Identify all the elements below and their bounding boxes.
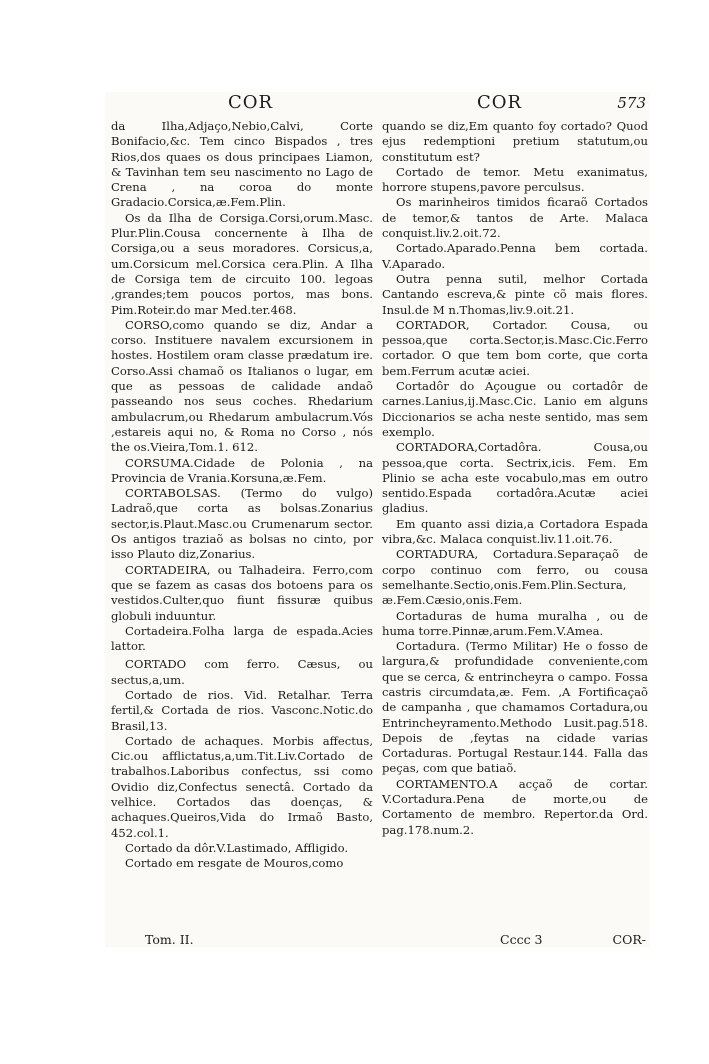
signature-mark: Cccc 3	[500, 932, 543, 947]
entry-paragraph: CORTADURA, Cortadura.Separaçaõ de corpo continuo com ferro, ou cousa semelhante.Sectio,onis.Fem.Plin.Sectura, æ.Fem.Cæsio,onis.Fem.	[382, 547, 648, 608]
entry-paragraph: Cortadôr do Açougue ou cortadôr de carnes.Lanius,ij.Masc.Cic. Lanio em alguns Diccionarios se acha neste sentido, mas sem exemplo.	[382, 379, 648, 439]
entry-paragraph: Cortado.Aparado.Penna bem cortada. V.Aparado.	[382, 241, 648, 271]
entry-paragraph: Cortadura. (Termo Militar) He o fosso de largura,& profundidade conveniente,com que se cerca, & entrincheyra o campo. Fossa castris circumdata,æ. Fem. ,A Fortificaçaõ de campanha , que chamamos Cortadura,ou Entrincheyramento.Methodo Lusit.pag.518. Depois de ,feytas na cidade varias Cortaduras. Portugal Restaur.144. Falla das peças, com que batiaõ.	[382, 639, 648, 776]
page-footer	[105, 929, 650, 947]
entry-paragraph: Cortaduras de huma muralha , ou de huma torre.Pinnæ,arum.Fem.V.Amea.	[382, 608, 648, 638]
right-running-headword: COR	[477, 92, 523, 113]
entry-paragraph: Cortado de achaques. Morbis affectus, Cic.ou afflictatus,a,um.Tit.Liv.Cortado de trabalhos.Laboribus confectus, ssi como Ovidio diz,Confectus senectâ. Cortado da velhice. Cortados das doenças, & achaques.Queiros,Vida do Irmaõ Basto, 452.col.1.	[111, 733, 373, 840]
entry-paragraph: CORTADEIRA, ou Talhadeira. Ferro,com que se fazem as casas dos botoens para os vestidos.Culter,quo fiunt fissuræ quibus globuli induuntur.	[111, 562, 373, 623]
right-column	[382, 119, 648, 838]
left-running-headword: COR	[228, 92, 274, 113]
volume-label: Tom. II.	[145, 932, 194, 947]
entry-paragraph: Os da Ilha de Corsiga.Corsi,orum.Masc. Plur.Plin.Cousa concernente à Ilha de Corsiga,ou a seus moradores. Corsicus,a, um.Corsicum mel.Corsica cera.Plin. A Ilha de Corsiga tem de circuito 100. legoas ,grandes;tem poucos portos, mas bons. Pim.Roteir.do mar Med.ter.468.	[111, 210, 373, 317]
entry-paragraph: Cortado em resgate de Mouros,como	[125, 856, 344, 871]
entry-paragraph: CORTADORA,Cortadôra. Cousa,ou pessoa,que corta. Sectrix,icis. Fem. Em Plinio se acha este vocabulo,mas em outro sentido.Espada cortadôra.Acutæ aciei gladius.	[382, 440, 648, 516]
entry-paragraph: Os marinheiros timidos ficaraõ Cortados de temor,& tantos de Arte. Malaca conquist.liv.2.oit.72.	[382, 195, 648, 241]
left-column	[111, 119, 373, 872]
entry-paragraph: da Ilha,Adjaço,Nebio,Calvi, Corte Bonifacio,&c. Tem cinco Bispados , tres Rios,dos quaes os dous principaes Liamon, & Tavinhan tem seu nascimento no Lago de Crena , na coroa do monte Gradacio.Corsica,æ.Fem.Plin.	[111, 119, 373, 210]
entry-paragraph: CORSO,como quando se diz, Andar a corso. Instituere navalem excursionem in hostes. Hostilem oram classe prædatum ire. Corso.Assi chamaõ os Italianos o lugar, em que as pessoas de calidade andaõ passeando nos seus coches. Rhedarium ambulacrum,ou Rhedarum ambulacrum.Vós ,estareis aqui no, & Roma no Corso , nós the os.Vieira,Tom.1. 612.	[111, 317, 373, 455]
entry-paragraph: CORTADO com ferro. Cæsus, ou sectus,a,um.	[111, 657, 373, 687]
entry-paragraph: Cortado da dôr.V.Lastimado, Affligido.	[125, 840, 349, 855]
entry-paragraph: Outra penna sutil, melhor Cortada Cantando escreva,& pinte cõ mais flores. Insul.de M n.Thomas,liv.9.oit.21.	[382, 271, 648, 317]
entry-paragraph: Cortadeira.Folha larga de espada.Acies lattor.	[111, 623, 373, 654]
entry-paragraph: CORTABOLSAS. (Termo do vulgo) Ladraõ,que corta as bolsas.Zonarius sector,is.Plaut.Masc.ou Crumenarum sector. Os antigos traziaõ as bolsas no cinto, por isso Plauto diz,Zonarius.	[111, 486, 373, 562]
entry-paragraph: CORTADOR, Cortador. Cousa, ou pessoa,que corta.Sector,is.Masc.Cic.Ferro cortador. O que tem bom corte, que corta bem.Ferrum acutæ aciei.	[382, 317, 648, 378]
entry-paragraph: Cortado de rios. Vid. Retalhar. Terra fertil,& Cortada de rios. Vasconc.Notic.do Brasil,13.	[111, 687, 373, 733]
entry-paragraph: CORTAMENTO.A acçaõ de cortar. V.Cortadura.Pena de morte,ou de Cortamento de membro. Repertor.da Ord. pag.178.num.2.	[382, 776, 648, 837]
entry-paragraph: Cortado de temor. Metu exanimatus, horrore stupens,pavore perculsus.	[382, 164, 648, 195]
entry-paragraph: Em quanto assi dizia,a Cortadora Espada vibra,&c. Malaca conquist.liv.11.oit.76.	[382, 516, 648, 547]
entry-paragraph: quando se diz,Em quanto foy cortado? Quod ejus redemptioni pretium statutum,ou constitutum est?	[382, 119, 648, 164]
page-number: 573	[617, 94, 646, 112]
entry-paragraph: CORSUMA.Cidade de Polonia , na Provincia de Vrania.Korsuna,æ.Fem.	[111, 455, 373, 485]
catchword: COR-	[612, 932, 646, 947]
dictionary-page	[105, 92, 650, 947]
page-header	[105, 92, 650, 118]
